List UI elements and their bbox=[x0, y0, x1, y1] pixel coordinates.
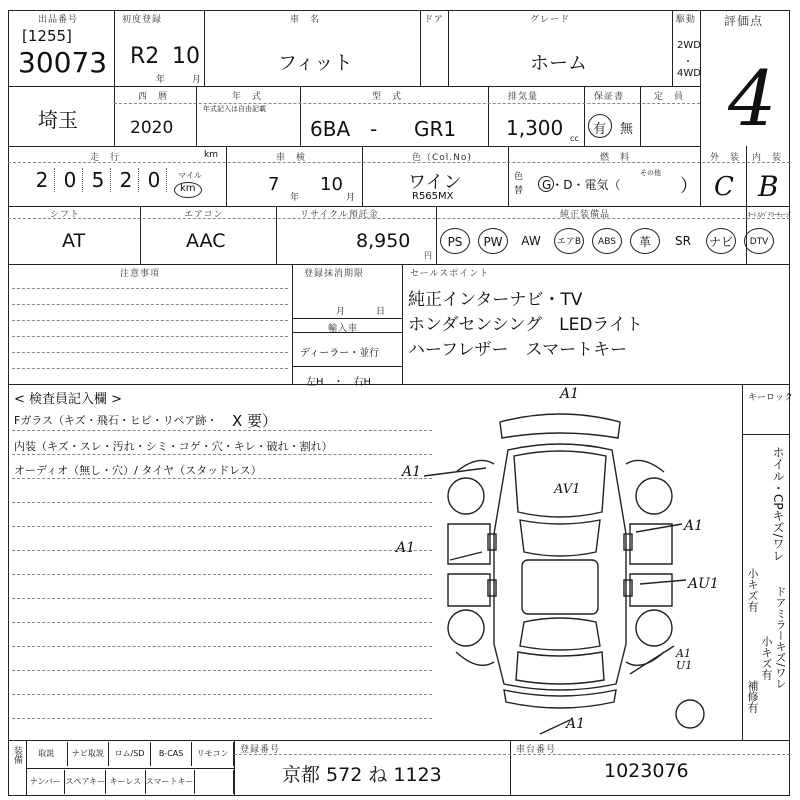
interior-note: 内装（キズ・スレ・汚れ・シミ・コゲ・穴・キレ・破れ・割れ） bbox=[14, 440, 333, 453]
plate-label: 登録番号 bbox=[240, 745, 281, 755]
footer-bottom-item: キーレス bbox=[106, 770, 145, 794]
int-grade: B bbox=[758, 170, 779, 203]
equipment-item: ナビ bbox=[706, 228, 736, 254]
fuel-label: 燃 料 bbox=[600, 153, 631, 163]
capacity-label: 定 員 bbox=[654, 92, 685, 102]
ext-grade: C bbox=[714, 172, 734, 202]
side-legend-1: ホイル・CPキズ/ワレ bbox=[771, 446, 785, 562]
reg-era: R2 bbox=[130, 44, 160, 69]
recycle: 8,950 bbox=[356, 230, 411, 252]
color: ワイン bbox=[408, 172, 462, 193]
model-prefix: 6BA bbox=[310, 117, 351, 141]
chassis-label: 車台番号 bbox=[516, 745, 557, 755]
ext-label: 外 装 bbox=[710, 153, 741, 163]
km-label: km bbox=[204, 150, 218, 160]
drive-2wd: 2WD bbox=[677, 40, 701, 51]
reg-label: 初度登録 bbox=[122, 15, 163, 25]
model-year-note: 年式記入は自由記載 bbox=[203, 105, 266, 113]
cc-unit: cc bbox=[570, 134, 579, 143]
insp-month: 10 bbox=[320, 174, 343, 195]
car-name: フィット bbox=[278, 52, 353, 74]
equip-label: 純正装備品 bbox=[560, 210, 611, 220]
cc: 1,300 bbox=[506, 116, 564, 140]
region: 埼玉 bbox=[38, 108, 78, 132]
cc-label: 排気量 bbox=[508, 92, 539, 102]
equipment-item: DTV bbox=[744, 228, 774, 254]
import-label: 輸入車 bbox=[328, 324, 359, 334]
grade: ホーム bbox=[530, 52, 588, 74]
equipment-item: エアB bbox=[554, 228, 584, 254]
side-small: 小キズ有 bbox=[746, 568, 759, 612]
f-glass-mark: X 要） bbox=[232, 412, 278, 430]
audio-note: オーディオ（無し・穴）/ タイヤ（スタッドレス） bbox=[14, 464, 262, 477]
mark-left-door: A1 bbox=[396, 540, 416, 556]
footer-top-item: ロム/SD bbox=[109, 742, 151, 766]
f-glass-note: Fガラス（キズ・飛石・ヒビ・リペア跡・ bbox=[14, 414, 218, 427]
mark-rear-bumper: A1 bbox=[566, 716, 586, 732]
int-label: 内 装 bbox=[752, 153, 783, 163]
footer-bottom-item: ナンバー bbox=[26, 770, 65, 794]
mileage-digit: 2 bbox=[114, 168, 139, 192]
equipment-item: PW bbox=[478, 228, 508, 254]
mileage-digit: 0 bbox=[142, 168, 167, 192]
fuel-close: ） bbox=[680, 176, 698, 197]
warranty-yes: 有 bbox=[593, 122, 607, 137]
insp-year: 7 bbox=[268, 174, 280, 195]
car-name-label: 車 名 bbox=[290, 15, 321, 25]
inspection-label: 車 検 bbox=[276, 153, 307, 163]
recycle-label: リサイクル預託金 bbox=[300, 210, 379, 220]
insp-tsuki: 月 bbox=[346, 193, 356, 203]
mark-hood: AV1 bbox=[554, 482, 581, 497]
mileage-digit: 5 bbox=[86, 168, 111, 192]
fuel-other: その他 bbox=[640, 169, 661, 177]
sales-label: セールスポイント bbox=[410, 269, 490, 279]
drive-4wd: 4WD bbox=[677, 68, 701, 79]
shift: AT bbox=[62, 230, 86, 252]
footer-top-item: B-CAS bbox=[151, 742, 193, 766]
mark-top: A1 bbox=[560, 386, 580, 402]
shift-label: シフト bbox=[50, 210, 81, 220]
recycle-yen: 円 bbox=[424, 251, 432, 260]
equipment-item: 革 bbox=[630, 228, 660, 254]
door-label: ドア bbox=[424, 15, 444, 25]
mileage-digit: 0 bbox=[58, 168, 83, 192]
footer-items-top bbox=[26, 742, 234, 766]
mileage-label: 走 行 bbox=[90, 153, 121, 163]
footer-bottom-item bbox=[195, 770, 234, 794]
side-mirror: ドアミラーキズ/ワレ bbox=[774, 586, 787, 689]
mark-left-front: A1 bbox=[402, 464, 422, 480]
score-label: 評価点 bbox=[724, 14, 764, 28]
footer-top-item: ナビ取説 bbox=[68, 742, 110, 766]
chassis: 1023076 bbox=[604, 760, 689, 782]
color-label: 色（Col.No) bbox=[412, 153, 472, 163]
footer-items-bottom bbox=[26, 770, 234, 794]
drive-label: 駆動 bbox=[676, 15, 697, 25]
handle: 左H ・ 右H bbox=[306, 377, 372, 388]
equipment-list bbox=[440, 228, 784, 258]
mileage-unit: km bbox=[180, 183, 196, 194]
reg-month: 10 bbox=[172, 44, 200, 69]
equipment-item: PS bbox=[440, 228, 470, 254]
equipment-item: ABS bbox=[592, 228, 622, 254]
plate: 京都 572 ね 1123 bbox=[282, 764, 442, 786]
reg-limit-month: 月 bbox=[336, 307, 346, 317]
mark-rear-right: A1 U1 bbox=[676, 647, 693, 672]
reg-tsuki: 月 bbox=[192, 75, 202, 85]
footer-top-item: 取説 bbox=[26, 742, 68, 766]
mileage-digit: 2 bbox=[30, 168, 55, 192]
equipment-item: SR bbox=[675, 234, 691, 248]
score: 4 bbox=[728, 54, 777, 143]
lot-label: 出品番号 bbox=[38, 15, 79, 25]
inspection-title: < 検査員記入欄 > bbox=[14, 392, 123, 407]
grade-label: グレード bbox=[530, 15, 571, 25]
dealer: ディーラー・並行 bbox=[300, 348, 380, 359]
footer-bottom-item: スペアキー bbox=[65, 770, 106, 794]
model-label: 型 式 bbox=[372, 92, 403, 102]
key-lock-label: キーロック bbox=[748, 393, 793, 403]
mileage-unit-top: マイル bbox=[178, 171, 202, 180]
footer-bottom-item: スマートキー bbox=[146, 770, 195, 794]
sales-point-3: ハーフレザー スマートキー bbox=[408, 340, 628, 360]
warranty-label: 保証書 bbox=[594, 92, 625, 102]
car-diagram bbox=[390, 384, 742, 740]
reg-limit-day: 日 bbox=[376, 307, 386, 317]
model-year-label: 年 式 bbox=[232, 92, 263, 102]
footer-top-item: リモコン bbox=[192, 742, 234, 766]
side-small2: 小キズ有 bbox=[760, 636, 773, 680]
footer-label-col: 装備 bbox=[12, 746, 22, 764]
color-code: R565MX bbox=[412, 191, 454, 202]
sales-point-1: 純正インターナビ・TV bbox=[408, 290, 583, 310]
sales-point-2: ホンダセンシング LEDライト bbox=[408, 315, 643, 335]
year-label: 西 暦 bbox=[138, 92, 169, 102]
mark-right-front: A1 bbox=[684, 518, 704, 534]
year: 2020 bbox=[130, 118, 174, 138]
color-side: 色 替 bbox=[514, 172, 524, 196]
drive-dot: ・ bbox=[683, 57, 693, 68]
ac-label: エアコン bbox=[184, 210, 224, 220]
warranty-no: 無 bbox=[620, 122, 634, 137]
model-dash: - bbox=[370, 117, 378, 141]
reg-limit-label: 登録抹消期限 bbox=[304, 269, 365, 279]
fuel-options: G・D・電気（ bbox=[542, 178, 621, 192]
keyless-label: ｷｰﾚｽ/ﾊﾞﾃﾘｰﾁｪｰｼﾞ bbox=[748, 212, 793, 219]
reg-nen: 年 bbox=[156, 75, 166, 85]
mark-right-rear: AU1 bbox=[688, 576, 719, 592]
lot-sub: [1255] bbox=[22, 27, 72, 45]
ac: AAC bbox=[186, 230, 226, 252]
side-repair: 補修有 bbox=[746, 680, 759, 713]
model-code: GR1 bbox=[414, 117, 457, 141]
caution-label: 注意事項 bbox=[120, 269, 161, 279]
equipment-item: AW bbox=[521, 234, 541, 248]
lot-number: 30073 bbox=[18, 46, 108, 79]
insp-nen: 年 bbox=[290, 193, 300, 203]
